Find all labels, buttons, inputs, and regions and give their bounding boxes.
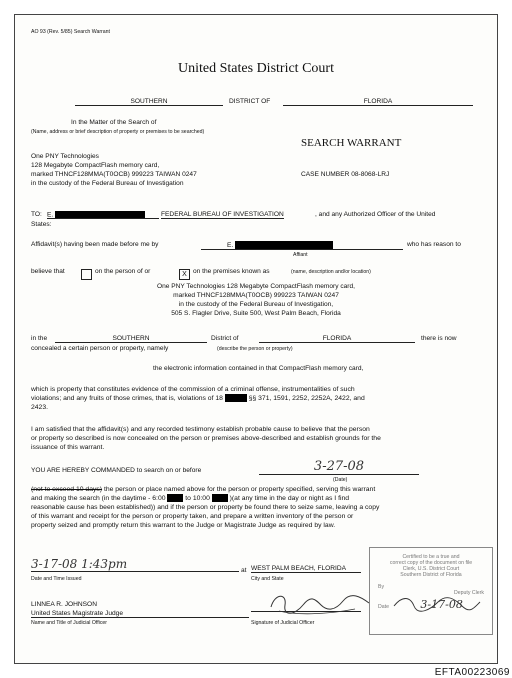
satisfied-line-1: I am satisfied that the affidavit(s) and any recorded testimony establish probable cause to believe that the person: [31, 426, 370, 433]
judge-label-left: Name and Title of Judicial Officer: [31, 620, 108, 626]
district-label: DISTRICT OF: [229, 98, 271, 105]
to-rest2: States:: [31, 221, 52, 228]
commanded-date: 3-27-08: [259, 459, 419, 475]
search-line-2a: and making the search: [31, 495, 100, 502]
matter-line-1: One PNY Technologies: [31, 153, 99, 160]
commanded-text: YOU ARE HEREBY COMMANDED to search on or before: [31, 467, 202, 474]
premises-line-1: One PNY Technologies 128 Megabyte CompactFlash memory card,: [156, 283, 356, 290]
premises-checkbox[interactable]: [179, 266, 190, 284]
affidavit-reason: who has reason to: [407, 241, 461, 248]
redaction-block: [55, 211, 145, 218]
matter-line-2: 128 Megabyte CompactFlash memory card,: [31, 162, 160, 169]
evidence-line-1: which is property that constitutes evidence of the commission of a criminal offense, instrumentalities of such: [31, 386, 355, 393]
premises-line-4: 505 S. Flagler Drive, Suite 500, West Palm Beach, Florida: [171, 310, 341, 317]
redaction-block: [225, 394, 247, 402]
satisfied-paragraph: [31, 425, 487, 452]
inthe-pre: in the: [31, 335, 48, 342]
clerk-certification-stamp: [369, 547, 493, 635]
affiant-initial: E.: [227, 241, 234, 249]
to-name-initial: E.: [47, 211, 54, 219]
satisfied-line-2: or property so described is now concealed on the person or premises above-described and establish grounds for the: [31, 435, 381, 442]
matter-line-4: in the custody of the Federal Bureau of Investigation: [31, 180, 184, 187]
to-agency: FEDERAL BUREAU OF INVESTIGATION: [161, 211, 284, 218]
form-id: AO 93 (Rev. 5/85) Search Warrant: [31, 29, 110, 35]
inthe-state: FLORIDA: [259, 335, 415, 343]
evidence-line-2: [31, 394, 483, 403]
to-name: [47, 211, 159, 219]
evidence-paragraph: [31, 385, 483, 412]
premises-check-mark: X: [179, 269, 190, 280]
to-label: TO:: [31, 211, 42, 218]
search-line-4: of this warrant and receipt for the person or property taken, and prepare a written inventory of the person or: [31, 513, 354, 520]
court-title: United States District Court: [178, 61, 334, 76]
person-checkbox[interactable]: [81, 266, 92, 284]
matter-heading: In the Matter of the Search of: [71, 119, 157, 126]
concealed-text: concealed a certain person or property, namely: [31, 345, 169, 352]
issued-label-left: Date and Time Issued: [31, 576, 82, 582]
issued-at: at: [241, 567, 247, 574]
evidence-line-2a: violations; and any fruits of those crimes, that is, violations of 18: [31, 395, 223, 402]
stamp-line-6: Deputy Clerk: [454, 590, 484, 596]
search-line-1: [31, 485, 491, 494]
search-line-2: [31, 494, 491, 503]
judge-signature: [265, 589, 375, 619]
affiant-name: [201, 241, 403, 250]
stamp-line-1: Certified to be a true and: [402, 554, 460, 560]
redaction-block: [235, 241, 333, 249]
issued-label-right: City and State: [251, 576, 284, 582]
inthe-district: SOUTHERN: [55, 335, 207, 343]
judge-name: LINNEA R. JOHNSON: [31, 601, 97, 608]
premises-line-2: marked THNCF128MMA(T0OCB) 999223 TAIWAN 0247: [173, 292, 339, 299]
document-id: EFTA00223069: [434, 667, 510, 678]
search-line-2d: )(at any time in the day or night as I find: [229, 495, 350, 502]
believe-opt1: on the person of or: [95, 268, 151, 275]
satisfied-line-3: issuance of this warrant.: [31, 444, 105, 451]
matter-line-3: marked THNCF128MMA(T0OCB) 999223 TAIWAN 0247: [31, 171, 197, 178]
struck-ten-days: (not to exceed 10 days): [31, 486, 103, 493]
inthe-mid: District of: [211, 335, 239, 342]
district-state: FLORIDA: [283, 98, 473, 106]
date-label: (Date): [333, 477, 348, 483]
search-line-2c: to 10:00: [185, 495, 210, 502]
stamp-date-label: Date: [378, 604, 389, 610]
search-line-3: reasonable cause has been established)) and if the person or property be found there to seize same, leaving a copy: [31, 504, 380, 511]
inthe-post: there is now: [421, 335, 457, 342]
believe-pre: believe that: [31, 268, 65, 275]
search-line-2b: (in the daytime - 6:00: [101, 495, 166, 502]
search-paragraph: [31, 485, 491, 530]
stamp-line-2: correct copy of the document on file: [389, 560, 473, 566]
electronic-info: the electronic information contained in that CompactFlash memory card,: [153, 365, 364, 372]
matter-sub: (Name, address or brief description of property or premises to be searched): [31, 129, 205, 135]
stamp-line-3: Clerk, U.S. District Court: [402, 566, 460, 572]
judge-title: United States Magistrate Judge: [31, 610, 249, 618]
to-rest: , and any Authorized Officer of the United: [315, 211, 436, 218]
search-line-5: property seized and promptly return this warrant to the Judge or Magistrate Judge as required by law.: [31, 522, 336, 529]
stamp-line-4: Southern District of Florida: [400, 572, 462, 578]
premises-line-3: in the custody of the Federal Bureau of Investigation,: [178, 301, 334, 308]
search-line-1b: the person or place named above for the person or property specified, serving this warrant: [103, 486, 376, 493]
stamp-date: 3-17-08: [420, 598, 463, 611]
evidence-line-2b: §§ 371, 1591, 2252, 2252A, 2422, and: [248, 395, 365, 402]
affidavit-text: Affidavit(s) having been made before me by: [31, 241, 159, 248]
case-number: CASE NUMBER 08-8068-LRJ: [301, 171, 390, 178]
evidence-line-3: 2423.: [31, 404, 49, 411]
warrant-page: [14, 14, 498, 664]
judge-label-right: Signature of Judicial Officer: [251, 620, 315, 626]
concealed-sub: (describe the person or property): [217, 346, 293, 352]
affiant-label: Affiant: [293, 252, 308, 258]
stamp-line-5: By: [378, 584, 385, 590]
redaction-block: [212, 494, 228, 502]
clerk-signature: [390, 594, 482, 612]
believe-sub: (name, description and/or location): [291, 269, 371, 275]
issued-datetime: 3-17-08 1:43pm: [31, 557, 239, 572]
doc-title: SEARCH WARRANT: [301, 137, 402, 149]
believe-opt2: on the premises known as: [193, 268, 270, 275]
redaction-block: [167, 494, 183, 502]
district-name: SOUTHERN: [75, 98, 223, 106]
issued-place: WEST PALM BEACH, FLORIDA: [251, 565, 361, 573]
